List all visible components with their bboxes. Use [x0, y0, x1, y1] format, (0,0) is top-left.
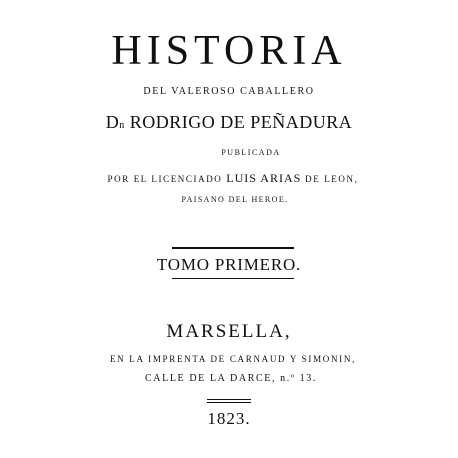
imprint-printer: EN LA IMPRENTA DE CARNAUD Y SIMONIN,: [109, 354, 357, 364]
honorific-n: n: [119, 120, 125, 131]
year-rule-bottom: [207, 402, 251, 403]
author-prefix: POR EL LICENCIADO: [107, 174, 223, 184]
book-title: HISTORIA: [111, 28, 347, 74]
author-name: LUIS ARIAS: [226, 171, 302, 185]
hero-name: RODRIGO DE PEÑADURA: [129, 112, 353, 132]
author-note: PAISANO DEL HEROE.: [181, 195, 289, 204]
subtitle-line-2: [0, 113, 458, 131]
volume-rule-top: [172, 247, 294, 249]
published-label: PUBLICADA: [221, 148, 281, 157]
volume-label: TOMO PRIMERO.: [156, 255, 302, 274]
author-suffix: DE LEON,: [305, 174, 359, 184]
publication-year: 1823.: [207, 409, 251, 428]
subtitle-line-1: DEL VALEROSO CABALLERO: [143, 86, 315, 97]
honorific-d: D: [105, 112, 120, 132]
imprint-address: CALLE DE LA DARCE, n.º 13.: [145, 373, 317, 384]
imprint-city: MARSELLA,: [166, 321, 292, 342]
honorific: [106, 112, 125, 132]
volume-rule-bottom: [172, 278, 294, 279]
year-rule-top: [207, 399, 251, 400]
author-line: [4, 172, 458, 184]
